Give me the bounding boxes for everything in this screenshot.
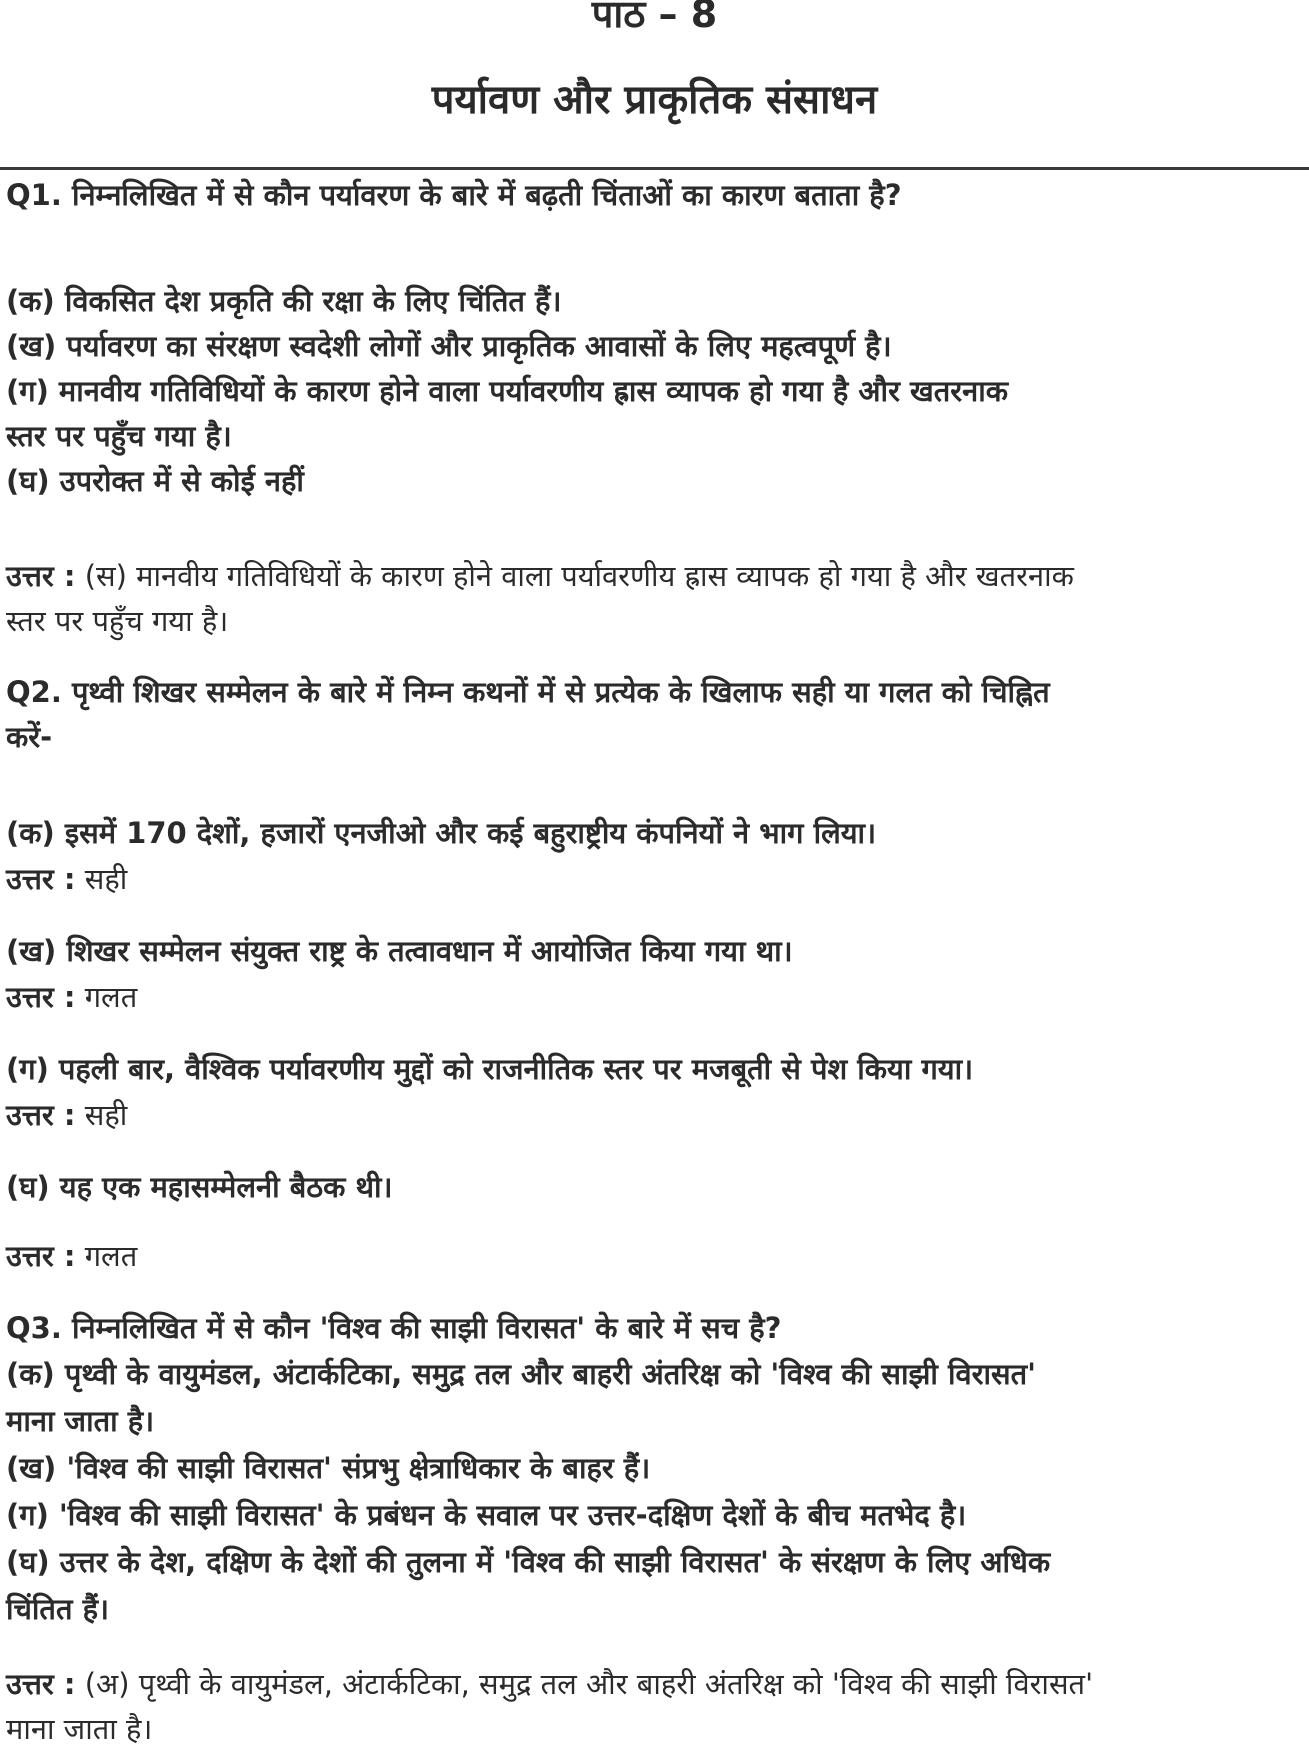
q2-statement-kha: (ख) शिखर सम्मेलन संयुक्त राष्ट्र के तत्वावधान में आयोजित किया गया था। (6, 934, 793, 968)
answer-text: सही (75, 862, 128, 896)
q1-option-ga-cont: स्तर पर पहुँच गया है। (6, 419, 232, 453)
q1-option-kha: (ख) पर्यावरण का संरक्षण स्वदेशी लोगों और प्राकृतिक आवासों के लिए महत्वपूर्ण है। (6, 329, 892, 363)
answer-text: सही (75, 1098, 128, 1132)
q3-answer-cont: माना जाता है। (6, 1712, 153, 1746)
q3-option-ga: (ग) 'विश्व की साझी विरासत' के प्रबंधन के सवाल पर उत्तर-दक्षिण देशों के बीच मतभेद है। (6, 1498, 967, 1532)
q2-answer-ka (6, 860, 127, 898)
answer-label: उत्तर : (6, 1239, 76, 1273)
answer-text: (अ) पृथ्वी के वायुमंडल, अंटार्कटिका, समुद्र तल और बाहरी अंतरिक्ष को 'विश्व की साझी विरासत' (75, 1667, 1094, 1701)
q1-option-ka: (क) विकसित देश प्रकृति की रक्षा के लिए चिंतित हैं। (6, 284, 562, 318)
answer-text: गलत (75, 980, 138, 1014)
q1-question: Q1. निम्नलिखित में से कौन पर्यावरण के बारे में बढ़ती चिंताओं का कारण बताता है? (6, 178, 902, 212)
chapter-title: पर्यावण और प्राकृतिक संसाधन (431, 77, 878, 123)
q1-answer (6, 557, 1074, 595)
answer-label: उत्तर : (6, 559, 76, 593)
chapter-label: पाठ – 8 (591, 0, 718, 36)
q3-option-gha-cont: चिंतित हैं। (6, 1592, 109, 1626)
q2-answer-gha (6, 1237, 137, 1275)
q2-statement-ka: (क) इसमें 170 देशों, हजारों एनजीओ और कई बहुराष्ट्रीय कंपनियों ने भाग लिया। (6, 816, 877, 850)
q2-question-cont: करें- (6, 720, 53, 754)
answer-label: उत्तर : (6, 1098, 76, 1132)
answer-label: उत्तर : (6, 980, 76, 1014)
q3-option-ka-cont: माना जाता है। (6, 1404, 155, 1438)
q3-option-kha: (ख) 'विश्व की साझी विरासत' संप्रभु क्षेत्राधिकार के बाहर हैं। (6, 1451, 651, 1485)
q1-option-gha: (घ) उपरोक्त में से कोई नहीं (6, 464, 304, 498)
q2-question: Q2. पृथ्वी शिखर सम्मेलन के बारे में निम्न कथनों में से प्रत्येक के खिलाफ सही या गलत को चिह्नित (6, 675, 1050, 709)
q3-answer (6, 1665, 1093, 1703)
q3-question: Q3. निम्नलिखित में से कौन 'विश्व की साझी विरासत' के बारे में सच है? (6, 1311, 782, 1345)
q2-statement-gha: (घ) यह एक महासम्मेलनी बैठक थी। (6, 1170, 393, 1204)
answer-text: गलत (75, 1239, 138, 1273)
answer-label: उत्तर : (6, 862, 76, 896)
q2-answer-kha (6, 978, 137, 1016)
q1-answer-cont: स्तर पर पहुँच गया है। (6, 604, 229, 638)
q2-statement-ga: (ग) पहली बार, वैश्विक पर्यावरणीय मुद्दों को राजनीतिक स्तर पर मजबूती से पेश किया गया। (6, 1052, 974, 1086)
answer-label: उत्तर : (6, 1667, 76, 1701)
q3-option-ka: (क) पृथ्वी के वायुमंडल, अंटार्कटिका, समुद्र तल और बाहरी अंतरिक्ष को 'विश्व की साझी विरासत' (6, 1357, 1037, 1391)
q2-answer-ga (6, 1096, 127, 1134)
q1-option-ga: (ग) मानवीय गतिविधियों के कारण होने वाला पर्यावरणीय ह्रास व्यापक हो गया है और खतरनाक (6, 374, 1009, 408)
answer-text: (स) मानवीय गतिविधियों के कारण होने वाला पर्यावरणीय ह्रास व्यापक हो गया है और खतरनाक (75, 559, 1074, 593)
q3-option-gha: (घ) उत्तर के देश, दक्षिण के देशों की तुलना में 'विश्व की साझी विरासत' के संरक्षण के लिए अधिक (6, 1545, 1051, 1579)
header-divider (0, 167, 1309, 170)
